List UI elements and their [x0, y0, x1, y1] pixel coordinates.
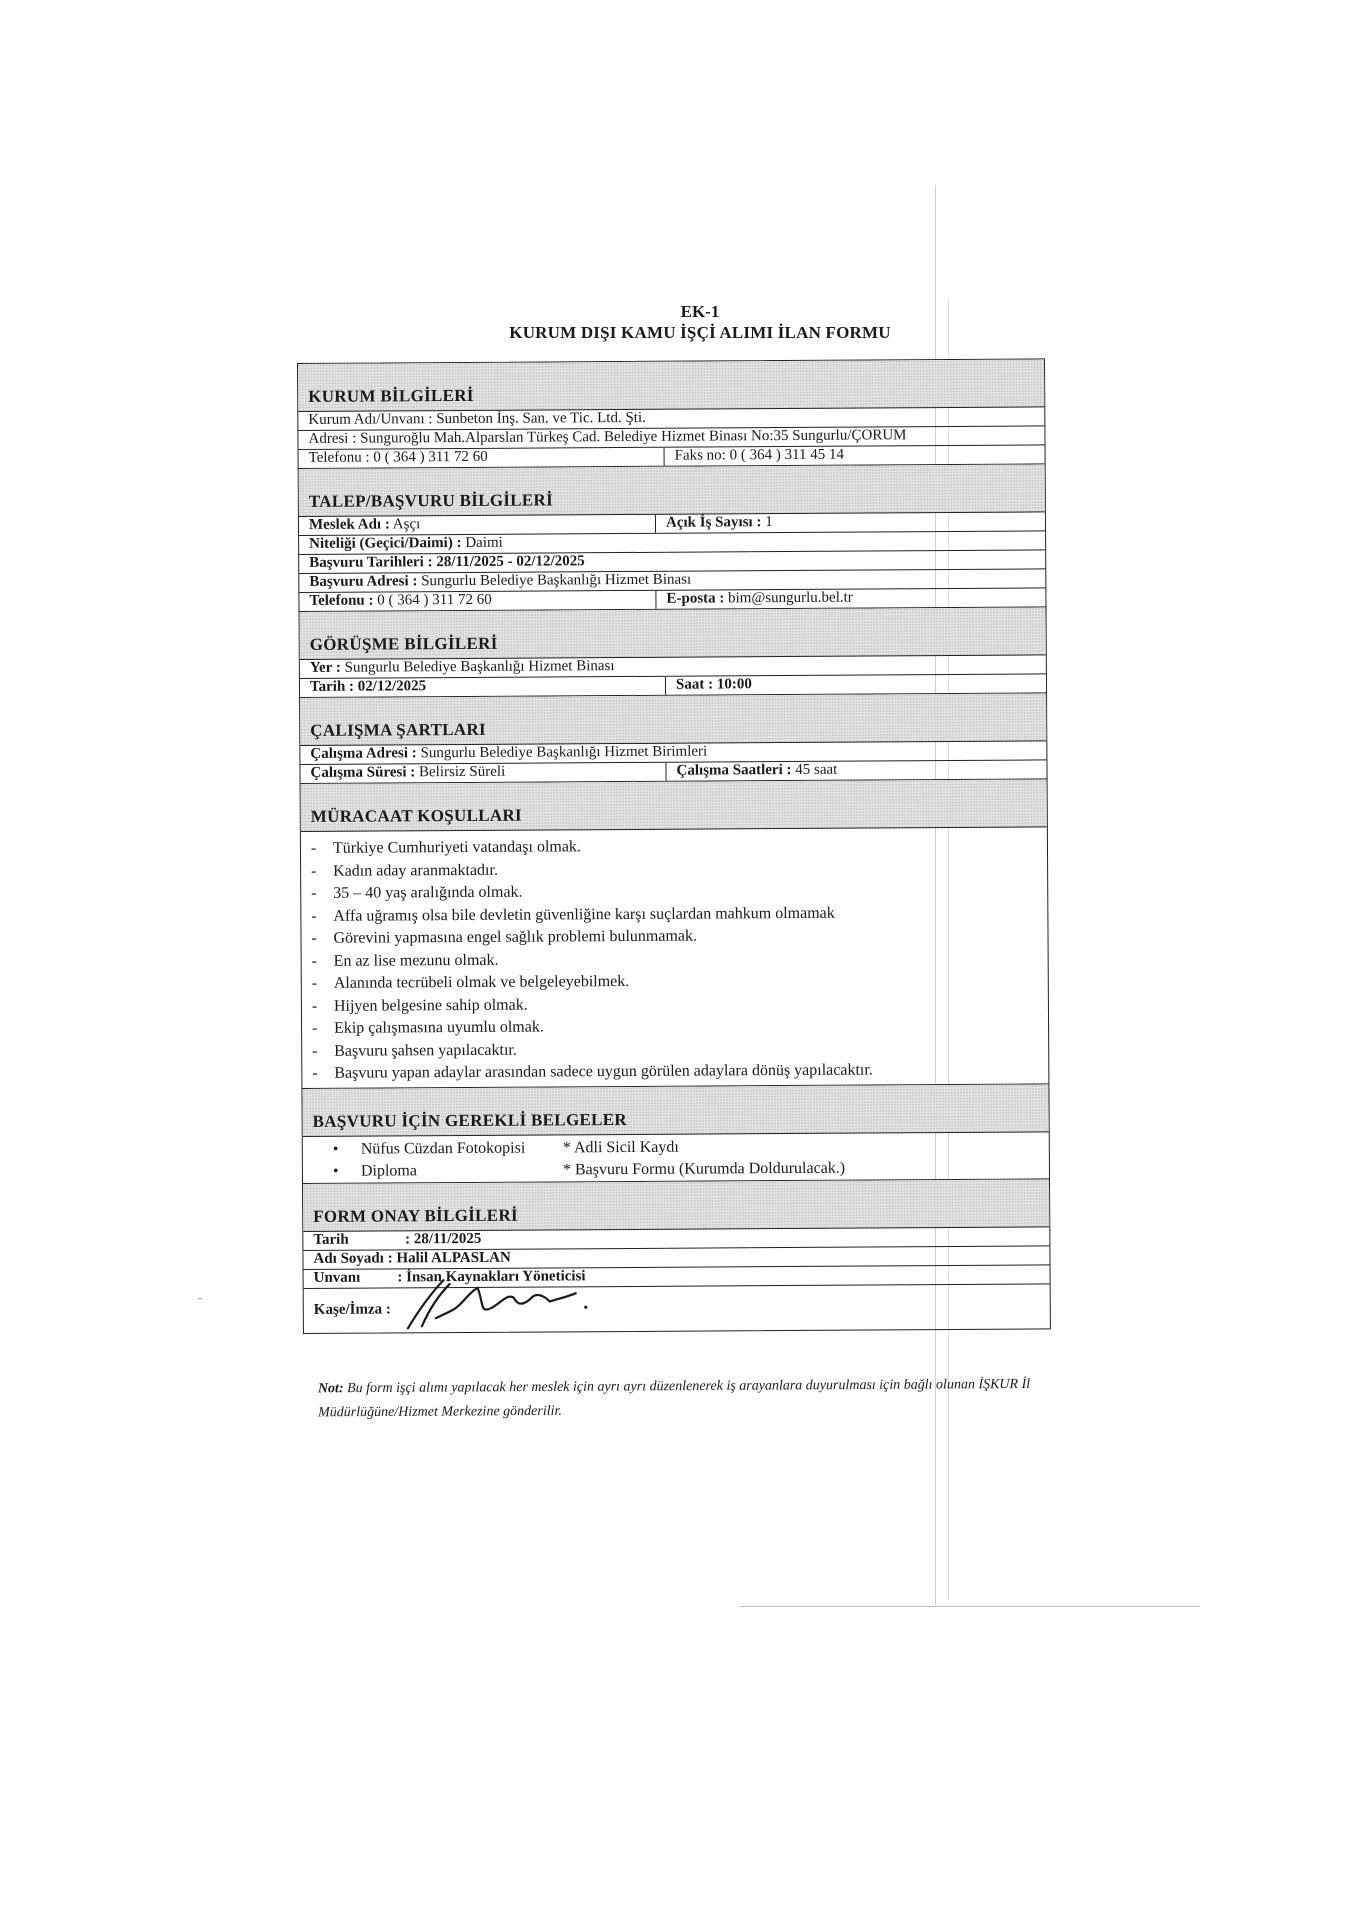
list-item: - Görevini yapmasına engel sağlık problemi bulunmamak.	[311, 923, 1047, 950]
field-meslek	[299, 515, 655, 535]
scan-speck	[198, 1298, 202, 1299]
value: 28/11/2025 - 02/12/2025	[436, 553, 585, 571]
field-onay-ad	[303, 1249, 516, 1268]
form-title: KURUM DIŞI KAMU İŞÇİ ALIMI İLAN FORMU	[509, 323, 891, 342]
value: Aşçı	[392, 516, 421, 533]
value: Belirsiz Süreli	[418, 763, 506, 781]
document-item: * Adli Sicil Kaydı	[562, 1138, 679, 1156]
section-gorusme: GÖRÜŞME BİLGİLERİ	[300, 607, 1046, 660]
field-gorusme-tarih	[300, 677, 665, 697]
field-kurum-fax	[664, 447, 851, 466]
value: Sungurlu Belediye Başkanlığı Hizmet Binası	[344, 658, 615, 676]
signature-mark	[400, 1277, 590, 1330]
label: Faks no:	[674, 447, 726, 464]
label: Kurum Adı/Unvanı :	[308, 411, 433, 428]
value: Sungurlu Belediye Başkanlığı Hizmet Birimleri	[420, 743, 708, 762]
field-nitelik	[299, 535, 509, 554]
label: Tarih	[313, 1231, 349, 1248]
note-text: Bu form işçi alımı yapılacak her meslek için ayrı ayrı düzenlenerek iş arayanlara duyurulması için bağlı olunan İŞKUR İl Müdürlüğüne/Hizmet Merkezine gönderilir.	[318, 1376, 1031, 1421]
value: 10:00	[716, 676, 752, 693]
form-header	[300, 302, 1100, 344]
document-row	[333, 1156, 1049, 1182]
value: Sungurlu Belediye Başkanlığı Hizmet Binası	[421, 571, 692, 590]
field-basvuru-adres	[299, 572, 697, 592]
value: Sunbeton İnş. San. ve Tic. Ltd. Şti.	[436, 409, 646, 428]
field-calisma-adres	[300, 743, 713, 764]
document-item: * Başvuru Formu (Kurumda Doldurulacak.)	[562, 1159, 846, 1178]
label: Yer :	[309, 659, 341, 676]
documents-list	[303, 1132, 1049, 1184]
field-basvuru-tarih	[299, 553, 591, 573]
section-kurum: KURUM BİLGİLERİ	[298, 359, 1044, 412]
value: : İnsan Kaynakları Yöneticisi	[397, 1267, 586, 1285]
label: Unvanı	[313, 1269, 361, 1286]
field-kurum-phone	[299, 448, 664, 468]
section-muracaat: MÜRACAAT KOŞULLARI	[301, 779, 1047, 832]
list-item: - Başvuru şahsen yapılacaktır.	[312, 1036, 1048, 1063]
document-item: • Nüfus Cüzdan Fotokopisi	[333, 1137, 563, 1160]
row-kase-imza	[304, 1284, 1050, 1333]
label: Meslek Adı :	[308, 516, 390, 533]
list-item: - 35 – 40 yaş aralığında olmak.	[311, 878, 1047, 905]
list-item: - Affa uğramış olsa bile devletin güvenliğine karşı suçlardan mahkum olmamak	[311, 901, 1047, 928]
label: Kaşe/İmza :	[313, 1301, 391, 1318]
label: Telefonu :	[309, 592, 374, 609]
section-onay: FORM ONAY BİLGİLERİ	[303, 1179, 1049, 1232]
field-acik-is	[655, 514, 779, 533]
value: bim@sungurlu.bel.tr	[728, 589, 853, 607]
annex-code: EK-1	[680, 302, 720, 321]
label: Telefonu :	[308, 449, 370, 466]
list-item: - Hijyen belgesine sahip olmak.	[312, 991, 1048, 1018]
label: Başvuru Tarihleri :	[309, 554, 433, 571]
label: Çalışma Adresi :	[310, 745, 417, 762]
value: 45 saat	[795, 761, 838, 778]
field-kurum-address	[298, 427, 912, 449]
footnote	[318, 1373, 1078, 1426]
label: Açık İş Sayısı :	[665, 514, 762, 531]
value: 02/12/2025	[357, 678, 427, 695]
value: 0 ( 364 ) 311 45 14	[729, 446, 845, 464]
value: 0 ( 364 ) 311 72 60	[373, 448, 488, 466]
section-calisma: ÇALIŞMA ŞARTLARI	[300, 693, 1046, 746]
value: Sunguroğlu Mah.Alparslan Türkeş Cad. Belediye Hizmet Binası No:35 Sungurlu/ÇORUM	[360, 427, 907, 447]
value: Daimi	[465, 534, 503, 551]
list-item: - Kadın aday aranmaktadır.	[311, 856, 1047, 883]
field-email	[655, 590, 858, 609]
label: Çalışma Süresi :	[310, 764, 416, 781]
list-item: - Ekip çalışmasına uyumlu olmak.	[312, 1013, 1048, 1040]
label: Çalışma Saatleri :	[676, 761, 792, 779]
field-saat	[665, 676, 758, 695]
label: Adı Soyadı :	[313, 1249, 393, 1267]
requirements-list	[301, 827, 1049, 1088]
field-calisma-sure	[300, 763, 665, 783]
scan-edge-line	[740, 1606, 1200, 1607]
value: Halil ALPASLAN	[396, 1249, 511, 1266]
field-onay-tarih	[303, 1230, 487, 1249]
section-talep: TALEP/BAŞVURU BİLGİLERİ	[299, 464, 1045, 517]
label: Niteliği (Geçici/Daimi) :	[309, 534, 462, 552]
list-item: - Başvuru yapan adaylar arasından sadece uygun görülen adaylara dönüş yapılacaktır.	[312, 1058, 1048, 1085]
section-belgeler: BAŞVURU İÇİN GEREKLİ BELGELER	[302, 1084, 1048, 1137]
label: Adresi :	[308, 430, 357, 447]
label: Tarih :	[309, 678, 355, 695]
list-item: - Türkiye Cumhuriyeti vatandaşı olmak.	[311, 833, 1047, 860]
note-label: Not:	[317, 1381, 344, 1397]
field-talep-phone	[299, 591, 655, 611]
label: Başvuru Adresi :	[309, 573, 418, 590]
label: Saat :	[675, 676, 714, 693]
field-yer	[300, 658, 621, 678]
announcement-form	[297, 358, 1051, 1333]
field-kurum-name	[298, 410, 652, 430]
list-item: - Alanında tecrübeli olmak ve belgeleyebilmek.	[312, 968, 1048, 995]
label: E-posta :	[666, 590, 725, 607]
field-calisma-saat	[665, 762, 843, 781]
list-item: - En az lise mezunu olmak.	[312, 946, 1048, 973]
value: 1	[765, 514, 773, 531]
value: 0 ( 364 ) 311 72 60	[377, 591, 492, 609]
document-item: • Diploma	[333, 1159, 563, 1182]
value: : 28/11/2025	[405, 1230, 482, 1247]
